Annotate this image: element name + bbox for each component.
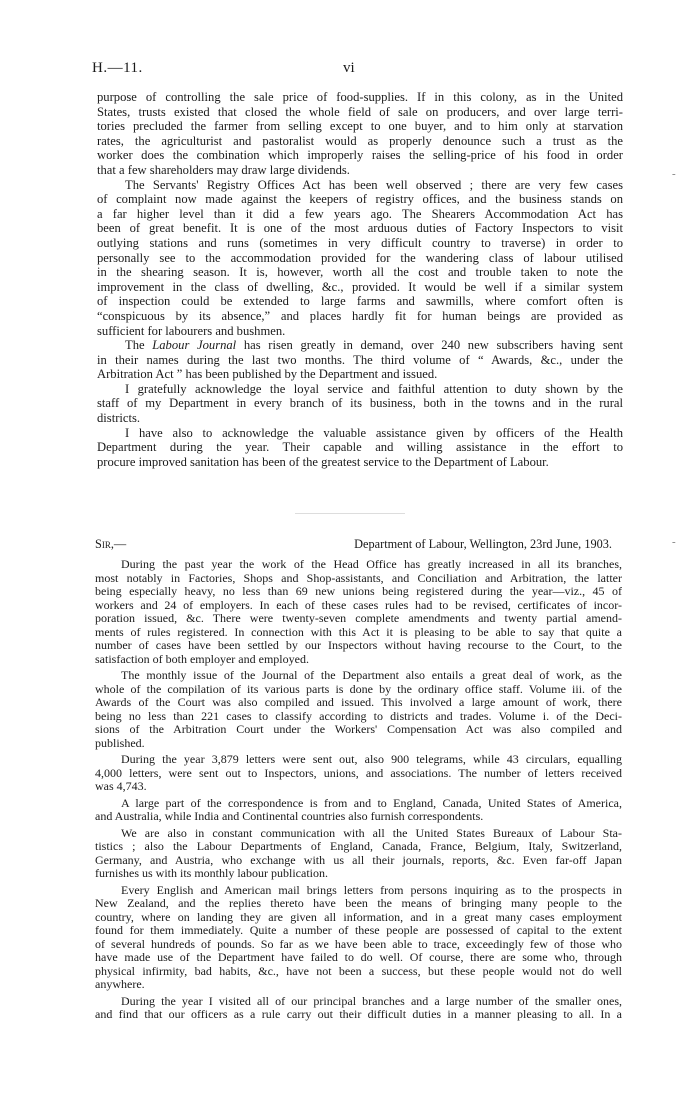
text-line: procure improved sanitation has been of the greatest service to the Department of Labour. [97, 454, 549, 469]
text-line: The monthly issue of the Journal of the Department also entails a great deal of work, as the [121, 668, 622, 682]
paragraph [95, 669, 622, 750]
text-line: During the year 3,879 letters were sent out, also 900 telegrams, while 43 circulars, equalling [121, 752, 622, 766]
text-line: workers and 24 of employers. In each of these cases rules had to be revised, certificates of incor- [95, 597, 622, 612]
text-line: published. [95, 735, 145, 750]
text-line: 4,000 letters, were sent out to Inspectors, unions, and associations. The number of letters received [95, 765, 622, 780]
text-line: satisfaction of both employer and employed. [95, 651, 309, 666]
text-line: New Zealand, and the replies thereto have been the means of bringing many people to the [95, 896, 622, 910]
text-line: physical infirmity, bad habits, &c., have not been a success, but these people would not do well [95, 963, 622, 978]
paragraph [95, 797, 622, 824]
text-line: and find that our officers as a rule carry out their difficult duties in a manner pleasing to all. In a [95, 1007, 622, 1021]
text-line: outlying stations and runs (sometimes in very difficult country to traverse) in order to [97, 235, 623, 250]
text-line: I have also to acknowledge the valuable assistance given by officers of the Health [125, 425, 623, 440]
letter-body [95, 558, 622, 1022]
paragraph [95, 558, 622, 666]
text-line: furnishes us with its monthly labour publication. [95, 866, 328, 880]
text-line: of inspection could be extended to large farms and sawmills, where comfort often is [97, 294, 623, 309]
text-line: worker does the combination which improperly raises the selling-price of his food in order [97, 148, 623, 163]
text-line: being especially heavy, no less than 69 new unions being registered during the year—viz., 45 of [95, 584, 622, 598]
text-line: have made use of the Department have failed to do well. Of course, there are some who, through [95, 950, 622, 964]
paragraph [95, 827, 622, 881]
document-reference: H.—11. [92, 60, 143, 76]
text-line: improvement in the class of dwelling, &c., provided. It would be well if a similar system [97, 279, 623, 294]
paragraph [97, 178, 623, 339]
text-line: that a few shareholders may draw large dividends. [97, 162, 350, 177]
text-line: tistics ; also the Labour Departments of England, Canada, France, Belgium, Italy, Switzerland, [95, 839, 622, 853]
text-line: poration issued, &c. There were twenty-seven complete amendments and twenty partial amend- [95, 611, 622, 625]
text-line: in their names during the last two months. The third volume of “ Awards, &c., under the [97, 352, 623, 367]
margin-mark: - [672, 536, 676, 548]
page-number: vi [343, 60, 355, 76]
text-line: in the shearing season. It is, however, worth all the cost and trouble taken to note the [97, 265, 623, 280]
text-line: ments of rules registered. In connection with this Act it is pleasing to be able to say that quite a [95, 624, 622, 639]
paragraph [95, 884, 622, 992]
text-line: Germany, and Austria, who exchange with us all their journals, reports, &c. Even far-off Japan [95, 852, 622, 867]
text-line: personally see to the accommodation provided for the wandering class of labour utilised [97, 250, 623, 265]
paragraph [97, 90, 623, 178]
text-line: districts. [97, 411, 141, 426]
paragraph [95, 753, 622, 794]
salutation: Sir,— [95, 537, 127, 551]
text-line [97, 338, 623, 353]
text-line: Awards of the Court was also compiled and issued. This involved a large amount of work, there [95, 695, 622, 709]
text-line: During the past year the work of the Head Office has greatly increased in all its branches, [121, 557, 622, 571]
text-line: We are also in constant communication with all the United States Bureaux of Labour Sta- [121, 825, 622, 840]
report-continuation [97, 90, 623, 469]
paragraph [97, 338, 623, 382]
text-line: sufficient for labourers and bushmen. [97, 323, 286, 338]
margin-mark: - [672, 168, 676, 180]
text-segment: The [125, 338, 153, 353]
text-line: staff of my Department in every branch of its business, both in the towns and in the rural [97, 396, 623, 411]
text-line: being no less than 221 cases to classify according to districts and trades. Volume i. of the Deci- [95, 708, 622, 723]
text-line: During the year I visited all of our principal branches and a large number of the smaller ones, [121, 993, 622, 1008]
text-line: whole of the compilation of its various parts is done by the ordinary office staff. Volume iii. of the [95, 681, 622, 696]
text-line: tories precluded the farmer from selling except to one buyer, and to him only at starvation [97, 119, 623, 134]
text-line: sions of the Arbitration Court under the Workers' Compensation Act was also compiled and [95, 722, 622, 736]
text-line: Every English and American mail brings letters from persons inquiring as to the prospects in [121, 882, 622, 897]
text-line: The Servants' Registry Offices Act has been well observed ; there are very few cases [125, 177, 623, 192]
paragraph [95, 995, 622, 1022]
text-line: of several hundreds of pounds. So far as we have been able to trace, exceedingly few of those who [95, 936, 622, 951]
text-line: been of great benefit. It is one of the most arduous duties of Factory Inspectors to visit [97, 221, 623, 236]
text-line: purpose of controlling the sale price of food-supplies. If in this colony, as in the United [97, 90, 623, 104]
text-line: A large part of the correspondence is from and to England, Canada, United States of America, [121, 795, 622, 810]
text-line: of complaint now made against the keepers of registry offices, and the business stands on [97, 192, 623, 207]
paragraph [97, 426, 623, 470]
text-segment: has risen greatly in demand, over 240 new subscribers having sent [236, 338, 623, 353]
text-line: “conspicuous by its absence,” and places hardly fit for human beings are provided as [97, 308, 623, 323]
section-divider [295, 513, 405, 514]
text-line: anywhere. [95, 977, 145, 991]
text-line: number of cases have been settled by our Inspectors without having recourse to the Court, to the [95, 638, 622, 652]
text-line: a far higher level than it did a few years ago. The Shearers Accommodation Act has [97, 206, 623, 221]
letter [95, 538, 622, 1022]
paragraph [97, 382, 623, 426]
text-line: States, trusts existed that closed the whole field of sale on producers, and over large terri- [97, 104, 623, 119]
text-line: Department during the year. Their capable and willing assistance in the effort to [97, 440, 623, 455]
italic-title: Labour Journal [152, 338, 237, 353]
dateline: Department of Labour, Wellington, 23rd June, 1903. [354, 537, 612, 551]
letter-heading [95, 538, 622, 555]
text-line: country, where on landing they are given all information, and in a great many cases employment [95, 909, 622, 924]
text-line: rates, the agriculturist and pastoralist would as properly denounce such a trust as the [97, 133, 623, 148]
text-line: I gratefully acknowledge the loyal service and faithful attention to duty shown by the [125, 381, 623, 396]
text-line: and Australia, while India and Continental countries also furnish correspondents. [95, 809, 484, 823]
text-line: was 4,743. [95, 779, 147, 793]
text-line: Arbitration Act ” has been published by the Department and issued. [97, 367, 438, 382]
text-line: most notably in Factories, Shops and Shop-assistants, and Conciliation and Arbitration, the latter [95, 570, 622, 585]
text-line: found for them immediately. Quite a number of these people are possessed of capital to the extent [95, 923, 622, 937]
